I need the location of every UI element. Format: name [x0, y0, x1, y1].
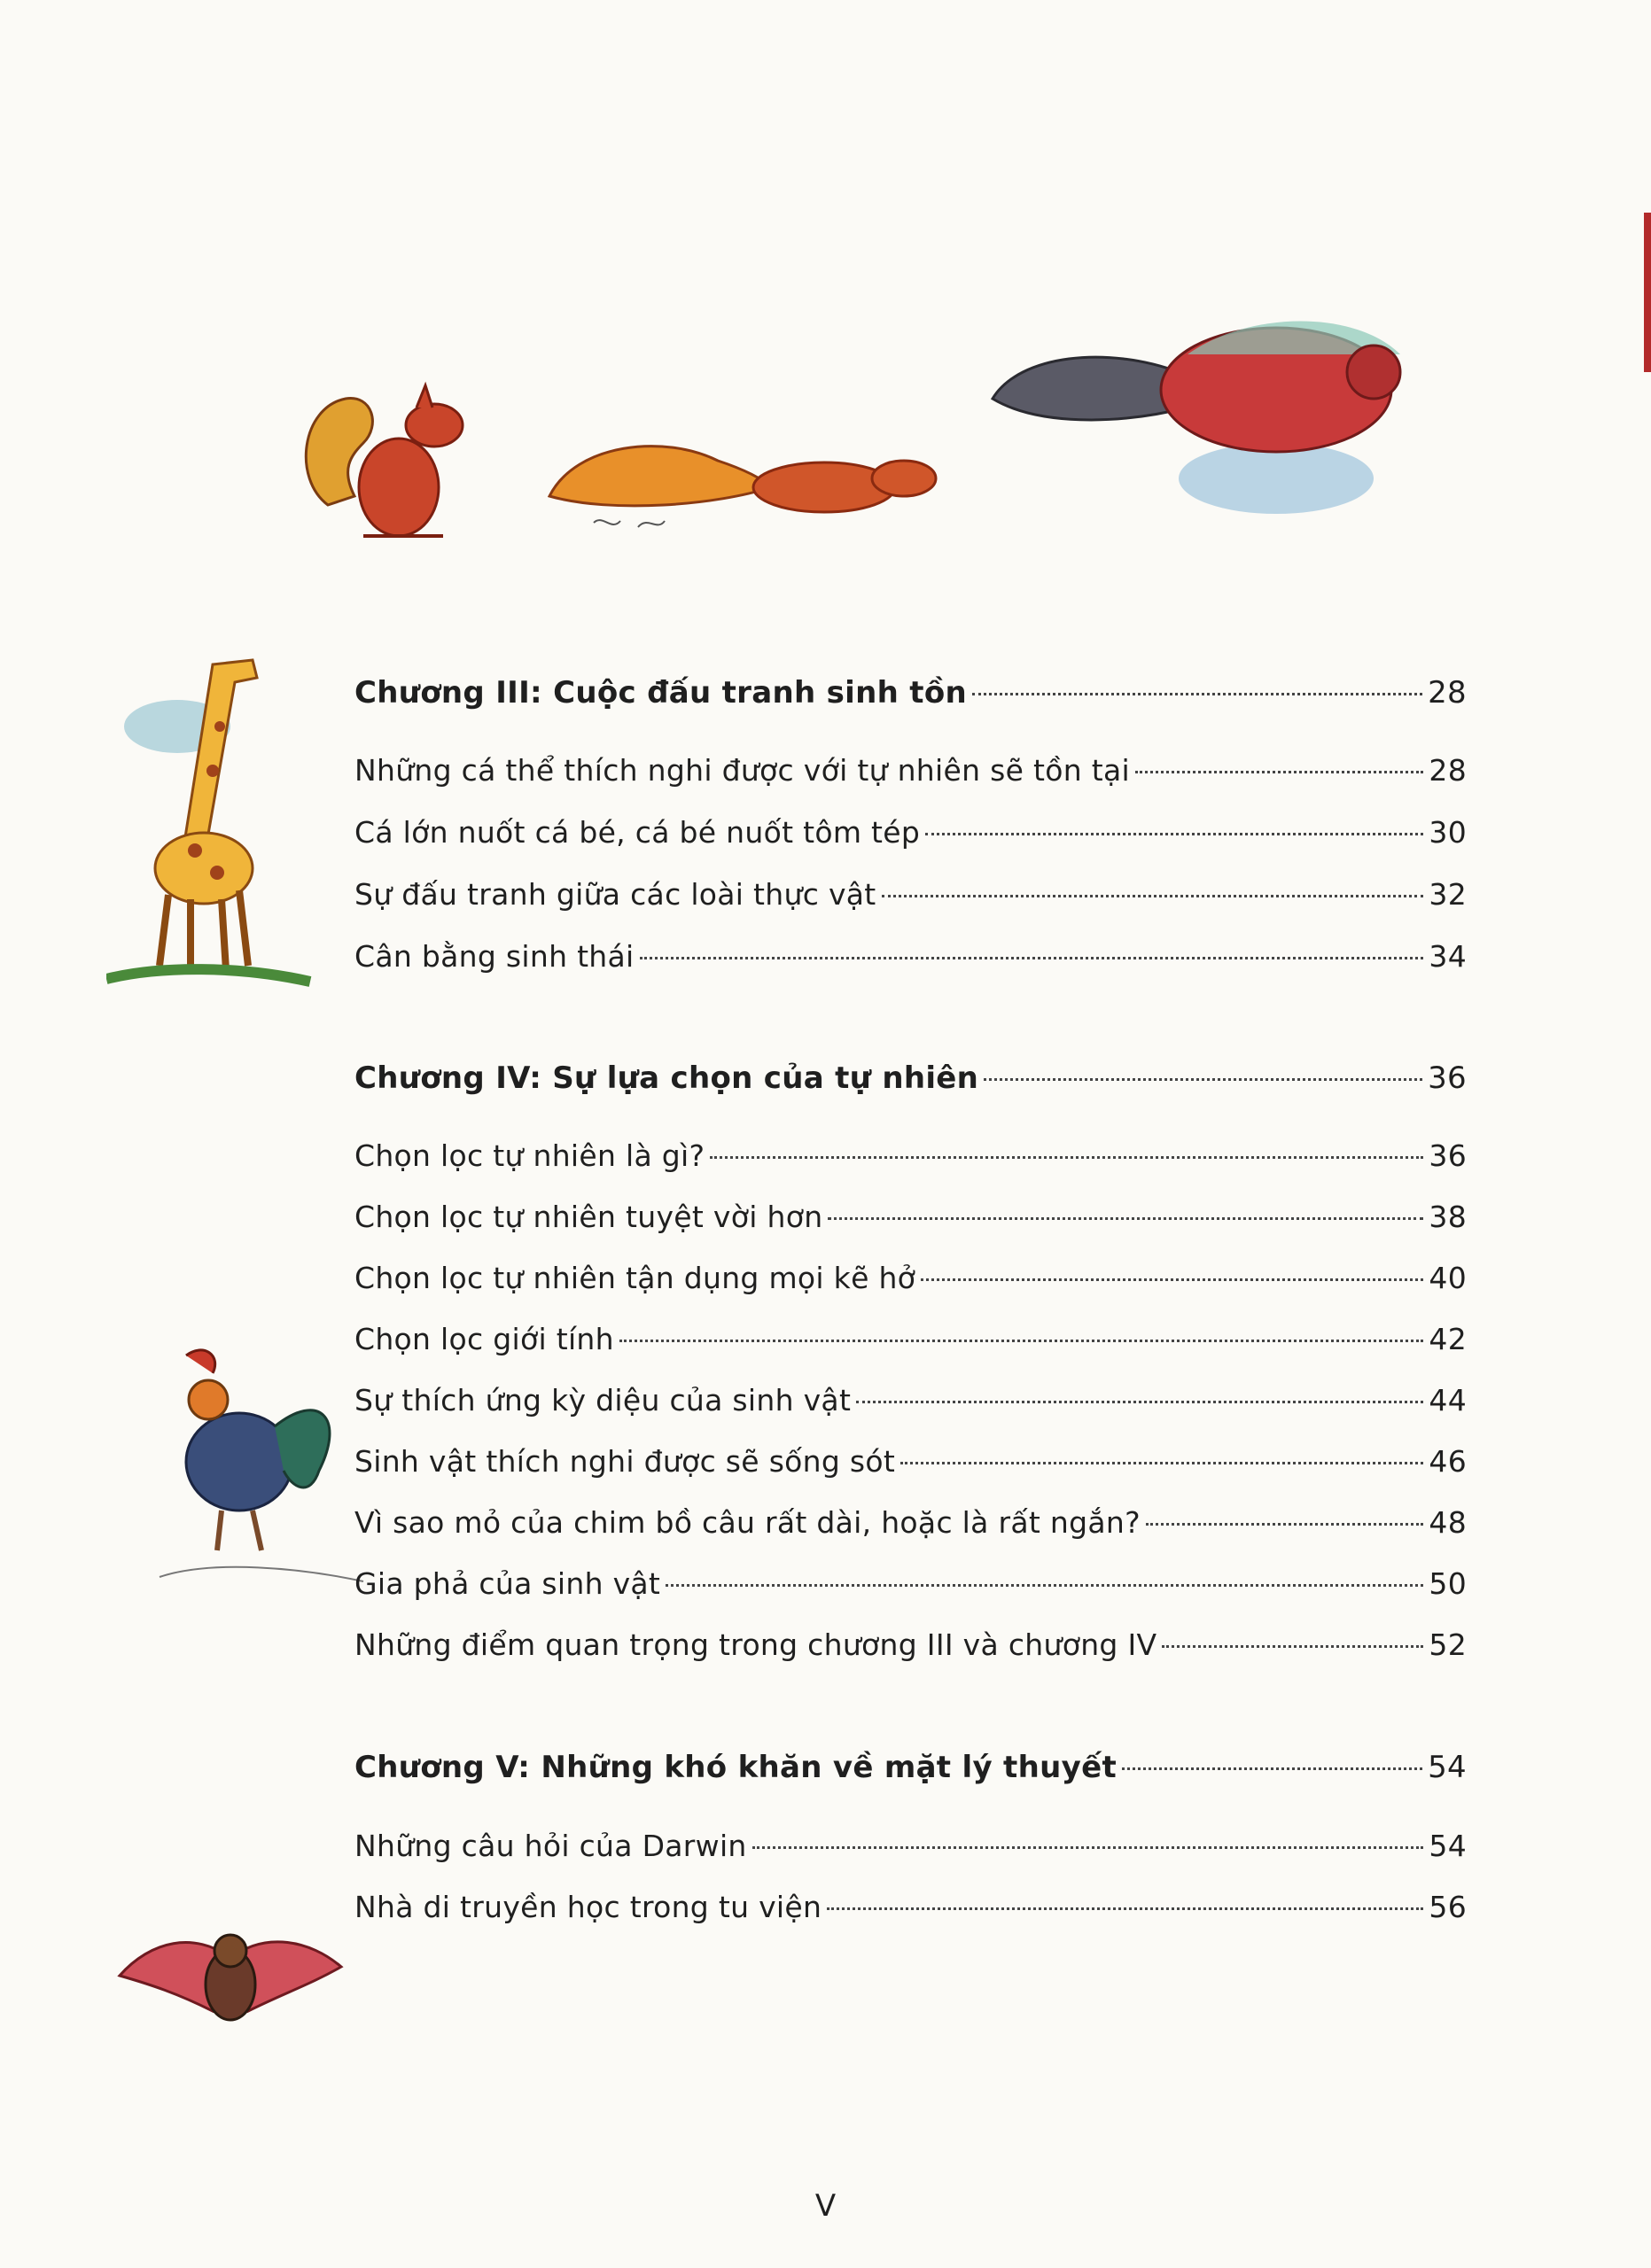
chapter-4-heading[interactable]: [354, 1059, 1467, 1098]
leader-dots: [1122, 1767, 1422, 1770]
rooster-illustration: [142, 1338, 372, 1595]
entry-title: Gia phả của sinh vật: [354, 1566, 661, 1601]
entry-title: Chọn lọc giới tính: [354, 1322, 614, 1356]
bat-illustration: [115, 1914, 346, 2055]
entry-title: Cân bằng sinh thái: [354, 939, 635, 974]
entry-page: 36: [1428, 1060, 1467, 1096]
entry-title: Những cá thể thích nghi được với tự nhiên sẽ tồn tại: [354, 753, 1130, 788]
entry-page: 30: [1429, 815, 1467, 850]
leader-dots: [827, 1907, 1423, 1910]
entry-page: 54: [1428, 1750, 1467, 1785]
entry-title: Chọn lọc tự nhiên tuyệt vời hơn: [354, 1200, 823, 1234]
chapter-5-heading[interactable]: [354, 1748, 1467, 1787]
leader-dots: [1146, 1523, 1424, 1526]
entry-page: 40: [1429, 1261, 1467, 1295]
entry-page: 44: [1429, 1383, 1467, 1418]
squirrel-running-illustration: [541, 416, 948, 540]
toc-entry[interactable]: [354, 937, 1467, 976]
leader-dots: [752, 1846, 1424, 1849]
entry-page: 50: [1429, 1566, 1467, 1601]
page-number: V: [814, 2188, 837, 2224]
toc-entry[interactable]: [354, 1198, 1467, 1237]
leader-dots: [640, 957, 1424, 959]
entry-page: 54: [1429, 1829, 1467, 1863]
leader-dots: [666, 1584, 1423, 1587]
leader-dots: [1162, 1645, 1423, 1648]
entry-title: Cá lớn nuốt cá bé, cá bé nuốt tôm tép: [354, 815, 921, 850]
chapter-3-heading[interactable]: [354, 673, 1467, 712]
leader-dots: [972, 693, 1422, 695]
entry-page: 42: [1429, 1322, 1467, 1356]
entry-page: 28: [1429, 753, 1467, 788]
page-edge-marker: [1644, 213, 1651, 372]
entry-page: 34: [1429, 939, 1467, 974]
entry-title: Chương IV: Sự lựa chọn của tự nhiên: [354, 1060, 979, 1096]
toc-entry[interactable]: [354, 1259, 1467, 1298]
leader-dots: [856, 1401, 1423, 1403]
toc-entry[interactable]: [354, 875, 1467, 914]
entry-page: 32: [1429, 877, 1467, 912]
entry-title: Nhà di truyền học trong tu viện: [354, 1890, 822, 1924]
toc-entry[interactable]: [354, 1888, 1467, 1927]
entry-title: Vì sao mỏ của chim bồ câu rất dài, hoặc là rất ngắn?: [354, 1505, 1141, 1540]
entry-page: 56: [1429, 1890, 1467, 1924]
entry-page: 38: [1429, 1200, 1467, 1234]
toc-entry[interactable]: [354, 1442, 1467, 1481]
leader-dots: [925, 833, 1423, 835]
leader-dots: [828, 1217, 1423, 1220]
entry-title: Chọn lọc tự nhiên tận dụng mọi kẽ hở: [354, 1261, 916, 1295]
leader-dots: [1135, 771, 1423, 773]
toc-entry[interactable]: [354, 1137, 1467, 1176]
entry-page: 48: [1429, 1505, 1467, 1540]
entry-page: 46: [1429, 1444, 1467, 1479]
toc-entry[interactable]: [354, 1827, 1467, 1866]
toc-entry[interactable]: [354, 813, 1467, 852]
entry-title: Chương III: Cuộc đấu tranh sinh tồn: [354, 675, 967, 711]
entry-title: Chương V: Những khó khăn về mặt lý thuyết: [354, 1750, 1117, 1785]
toc-entry[interactable]: [354, 751, 1467, 790]
entry-title: Sự thích ứng kỳ diệu của sinh vật: [354, 1383, 852, 1418]
entry-title: Sự đấu tranh giữa các loài thực vật: [354, 877, 876, 912]
leader-dots: [900, 1462, 1423, 1464]
flying-squirrel-illustration: [984, 301, 1445, 523]
leader-dots: [882, 895, 1424, 897]
entry-page: 28: [1428, 675, 1467, 711]
entry-title: Những điểm quan trọng trong chương III và chương IV: [354, 1627, 1157, 1662]
entry-title: Những câu hỏi của Darwin: [354, 1829, 747, 1863]
leader-dots: [619, 1340, 1424, 1342]
toc-entry[interactable]: [354, 1626, 1467, 1665]
toc-entry[interactable]: [354, 1320, 1467, 1359]
leader-dots: [921, 1278, 1423, 1281]
toc-entry[interactable]: [354, 1503, 1467, 1542]
squirrel-sitting-illustration: [292, 372, 496, 549]
giraffe-illustration: [106, 647, 319, 992]
toc-entry[interactable]: [354, 1565, 1467, 1604]
entry-title: Sinh vật thích nghi được sẽ sống sót: [354, 1444, 896, 1479]
entry-title: Chọn lọc tự nhiên là gì?: [354, 1138, 705, 1173]
toc-entry[interactable]: [354, 1381, 1467, 1420]
leader-dots: [710, 1156, 1423, 1159]
entry-page: 52: [1429, 1627, 1467, 1662]
leader-dots: [984, 1078, 1422, 1081]
entry-page: 36: [1429, 1138, 1467, 1173]
